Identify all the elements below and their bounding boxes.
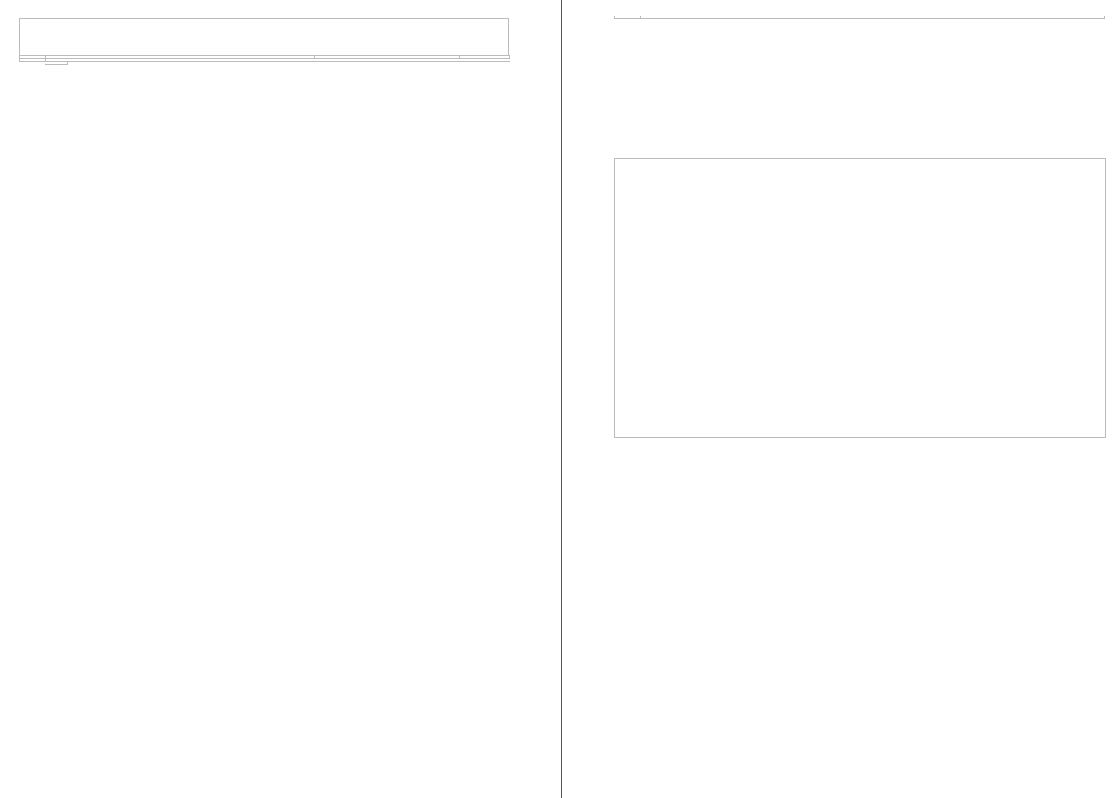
- page-2: [614, 16, 1104, 19]
- row-26-table: [614, 16, 1105, 19]
- qr-code-icon: [1021, 168, 1091, 238]
- supplier-info-box: [614, 158, 1106, 438]
- row-text: [641, 16, 1105, 19]
- table-row: [615, 16, 1105, 19]
- sub-text: [67, 62, 245, 65]
- page-1: [19, 18, 509, 65]
- page-divider: [561, 0, 562, 798]
- page-title: [19, 18, 509, 49]
- row-25-sub-table: [45, 62, 245, 65]
- row-number: [20, 59, 46, 62]
- sub-index: [45, 62, 67, 65]
- table-row: [45, 62, 245, 65]
- row-number: [615, 16, 641, 19]
